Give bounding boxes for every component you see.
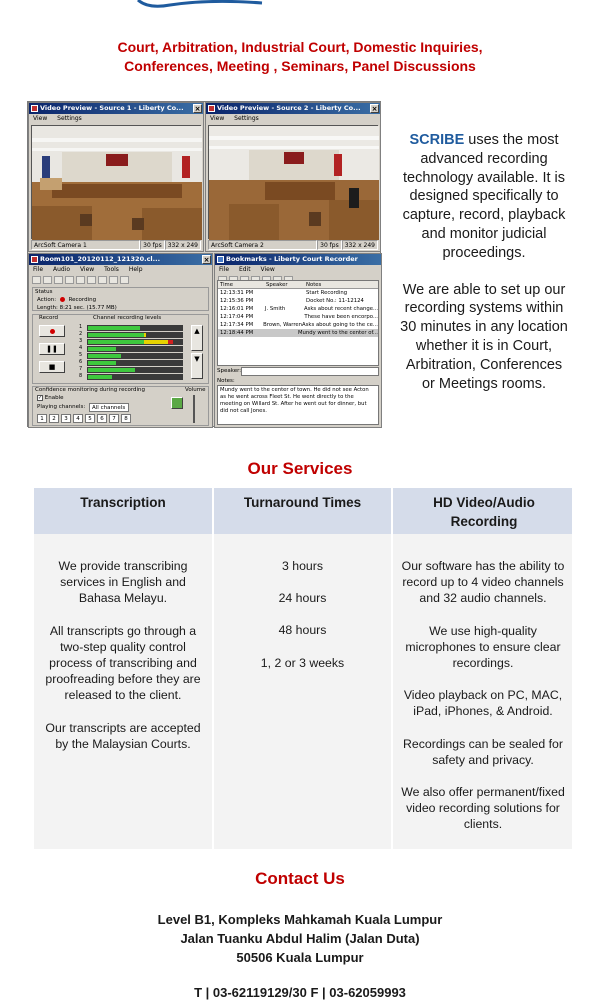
- settings-icon[interactable]: [98, 276, 107, 284]
- table-row[interactable]: [218, 305, 378, 313]
- level-fill: [88, 347, 116, 351]
- window-titlebar: [215, 254, 381, 265]
- channel-number: 1: [79, 324, 83, 330]
- save-icon[interactable]: [54, 276, 63, 284]
- services-heading: Our Services: [247, 459, 353, 478]
- row-speaker: Brown, Warren: [263, 322, 303, 328]
- menubar: [29, 265, 212, 275]
- row-note: These have been encorpo...: [304, 314, 378, 320]
- transcription-cell: [38, 558, 208, 752]
- length-label: Length:: [37, 305, 58, 311]
- channel-number: 2: [79, 331, 83, 337]
- brand-name: SCRIBE: [409, 132, 465, 148]
- channel-button[interactable]: 7: [109, 414, 119, 423]
- software-screenshot: [27, 101, 381, 427]
- table-row[interactable]: [218, 289, 378, 297]
- table-row[interactable]: [218, 329, 378, 337]
- video-audio-paragraph: Recordings can be sealed for safety and privacy.: [403, 736, 563, 767]
- length-value: 8:21 sec. (15.77 MB): [59, 305, 117, 311]
- channel-level-meter: [87, 367, 183, 373]
- action-row: [33, 296, 208, 304]
- fps: 30 fps: [140, 240, 165, 250]
- menu-file[interactable]: File: [33, 266, 44, 273]
- scroll-up-button[interactable]: ▲: [191, 325, 203, 351]
- camera-name: ArcSoft Camera 2: [208, 240, 317, 250]
- menu-view[interactable]: View: [260, 266, 275, 273]
- channel-level-meter: [87, 360, 183, 366]
- bookmarks-table: [217, 280, 379, 366]
- logo-fragment: [130, 0, 270, 8]
- record-group: [32, 314, 209, 384]
- address: [0, 910, 600, 967]
- window-title: Video Preview - Source 2 - Liberty Co...: [217, 104, 361, 112]
- channel-button[interactable]: 5: [85, 414, 95, 423]
- menu-tools[interactable]: Tools: [104, 266, 119, 273]
- row-time: 12:16:01 PM: [220, 306, 254, 312]
- table-body: [218, 289, 378, 337]
- level-fill: [88, 333, 144, 337]
- speaker-field[interactable]: [241, 367, 379, 376]
- speaker-label: Speaker:: [217, 368, 242, 374]
- col-time[interactable]: Time: [220, 282, 233, 288]
- resolution: 332 x 249: [165, 240, 201, 250]
- record-dot-icon: [50, 329, 55, 334]
- window-titlebar: [206, 103, 380, 114]
- resolution: 332 x 249: [342, 240, 378, 250]
- action-label: Action:: [37, 297, 57, 303]
- close-icon[interactable]: ×: [194, 105, 201, 113]
- intro-paragraph-2: We are able to set up our recording systems within 30 minutes in any location whether it is in Court, Arbitration, Conferences or Meetings rooms.: [400, 281, 568, 392]
- menubar: [29, 114, 203, 124]
- col-notes[interactable]: Notes: [306, 282, 322, 288]
- services-table: [34, 488, 572, 849]
- channel-level-meter: [87, 346, 183, 352]
- channel-button[interactable]: 6: [97, 414, 107, 423]
- row-note: Asks about recent change...: [303, 306, 378, 312]
- video-preview-window-1: [28, 102, 204, 252]
- scroll-down-button[interactable]: ▼: [191, 353, 203, 379]
- courtroom-video-2: [208, 125, 378, 239]
- contact-heading: Contact Us: [255, 869, 345, 888]
- level-fill: [88, 326, 140, 330]
- playing-label: Playing channels:: [37, 404, 86, 410]
- enable-label: Enable: [44, 395, 64, 401]
- table-row[interactable]: [218, 297, 378, 305]
- recorder-window: [28, 253, 213, 428]
- level-fill: [88, 354, 121, 358]
- length-row: [33, 304, 208, 312]
- speaker-icon[interactable]: [171, 397, 183, 409]
- channel-number: 6: [79, 359, 83, 365]
- channel-number: 8: [79, 373, 83, 379]
- address-line: Jalan Tuanku Abdul Halim (Jalan Duta): [180, 931, 420, 946]
- playing-channels-select[interactable]: All channels: [89, 403, 129, 412]
- address-line: Level B1, Kompleks Mahkamah Kuala Lumpur: [157, 912, 443, 927]
- channel-level-meter: [87, 332, 183, 338]
- volume-slider[interactable]: [193, 395, 195, 423]
- level-fill-warning: [144, 340, 168, 344]
- row-note: Docket No.: 11-12124: [306, 298, 364, 304]
- camera-icon: [31, 105, 38, 112]
- record-icon[interactable]: [76, 276, 85, 284]
- camera-name: ArcSoft Camera 1: [31, 240, 140, 250]
- video-audio-cell: [399, 558, 567, 833]
- channel-button[interactable]: 1: [37, 414, 47, 423]
- new-icon[interactable]: [32, 276, 41, 284]
- video-statusbar: [208, 240, 378, 250]
- video-audio-paragraph: Our software has the ability to record up to 4 video channels and 32 audio channels.: [401, 559, 565, 606]
- channel-level-meter: [87, 353, 183, 359]
- channel-level-meter: [87, 374, 183, 380]
- channel-button[interactable]: 3: [61, 414, 71, 423]
- menubar: [215, 265, 381, 275]
- table-header: [218, 281, 378, 289]
- tagline: [0, 38, 600, 76]
- row-time: 12:17:04 PM: [220, 314, 254, 320]
- enable-checkbox[interactable]: ✓: [38, 395, 43, 401]
- confidence-group: [32, 386, 209, 426]
- header-transcription: Transcription: [80, 495, 166, 510]
- record-button[interactable]: [39, 325, 65, 337]
- menu-file[interactable]: File: [219, 266, 230, 273]
- video-audio-paragraph: We use high-quality microphones to ensure clear recordings.: [405, 623, 561, 671]
- channel-button[interactable]: 4: [73, 414, 83, 423]
- menu-edit[interactable]: Edit: [238, 266, 251, 273]
- print-icon[interactable]: [65, 276, 74, 284]
- level-fill: [88, 368, 135, 372]
- stop-button[interactable]: [39, 361, 65, 373]
- row-speaker: J. Smith: [264, 306, 286, 312]
- channel-button[interactable]: 2: [49, 414, 59, 423]
- row-note: Asks about going to the ce...: [302, 322, 378, 328]
- window-titlebar: [29, 254, 212, 265]
- header-turnaround: Turnaround Times: [243, 495, 362, 510]
- menubar: [206, 114, 380, 124]
- video-statusbar: [31, 240, 201, 250]
- channel-button[interactable]: 8: [121, 414, 131, 423]
- level-fill-warning: [144, 333, 146, 337]
- row-speaker: [266, 297, 306, 305]
- row-note: Start Recording: [306, 290, 348, 296]
- phone-fax: T | 03-62119129/30 F | 03-62059993: [194, 985, 406, 1000]
- row-speaker: [262, 329, 298, 337]
- camera-icon[interactable]: [87, 276, 96, 284]
- list-icon[interactable]: [120, 276, 129, 284]
- intro-paragraph-1: [398, 131, 570, 263]
- transcription-paragraph: Our transcripts are accepted by the Malaysian Courts.: [45, 720, 201, 751]
- close-icon[interactable]: ×: [371, 105, 378, 113]
- stop-icon: ■: [48, 363, 56, 371]
- status-label: Status: [35, 289, 53, 295]
- turnaround-option: 24 hours: [278, 591, 327, 606]
- levels-label: Channel recording levels: [93, 315, 162, 321]
- menu-settings[interactable]: Settings: [234, 115, 259, 122]
- record-label: Record: [39, 315, 59, 321]
- close-icon[interactable]: ×: [203, 256, 210, 264]
- bookmark-icon: [217, 256, 224, 263]
- header-video-audio: HD Video/Audio Recording: [433, 495, 535, 529]
- address-line: 50506 Kuala Lumpur: [236, 950, 364, 965]
- video-audio-paragraph: Video playback on PC, MAC, iPad, iPhones, & Android.: [403, 688, 563, 719]
- menu-view[interactable]: View: [210, 115, 225, 122]
- menu-settings[interactable]: Settings: [57, 115, 82, 122]
- enable-row: [37, 395, 63, 401]
- turnaround-option: 3 hours: [281, 559, 324, 573]
- tagline-line-2: Conferences, Meeting , Seminars, Panel Discussions: [124, 58, 476, 74]
- menu-help[interactable]: Help: [128, 266, 143, 273]
- intro-text: [398, 131, 570, 393]
- window-title: Video Preview - Source 1 - Liberty Co...: [40, 104, 184, 112]
- menu-audio[interactable]: Audio: [52, 266, 71, 273]
- level-fill-peak: [168, 340, 173, 344]
- volume-label: Volume: [185, 387, 206, 393]
- transcription-paragraph: We provide transcribing services in English and Bahasa Melayu.: [58, 559, 188, 606]
- bookmarks-window: [214, 253, 382, 428]
- table-row[interactable]: [218, 313, 378, 321]
- toolbar: [29, 275, 212, 286]
- status-group: [32, 287, 209, 311]
- turnaround-cell: [214, 558, 391, 671]
- row-time: 12:15:36 PM: [220, 298, 254, 304]
- channel-level-meter: [87, 325, 183, 331]
- video-audio-paragraph: We also offer permanent/fixed video recording solutions for clients.: [401, 785, 565, 832]
- column-divider: [391, 488, 393, 849]
- window-title: Bookmarks - Liberty Court Recorder: [226, 255, 358, 263]
- row-note: Mundy went to the center of...: [297, 330, 378, 336]
- channel-number: 3: [79, 338, 83, 344]
- courtroom-video-1: [31, 125, 201, 239]
- row-speaker: [265, 313, 304, 321]
- app-icon: [31, 256, 38, 263]
- channel-level-meter: [87, 339, 183, 345]
- col-speaker[interactable]: Speaker: [266, 282, 288, 288]
- row-time: 12:17:34 PM: [220, 322, 254, 328]
- fps: 30 fps: [317, 240, 342, 250]
- turnaround-option: 1, 2 or 3 weeks: [260, 655, 345, 670]
- table-row[interactable]: [218, 321, 378, 329]
- pause-button[interactable]: [39, 343, 65, 355]
- row-time: 12:18:44 PM: [220, 330, 254, 336]
- notes-field[interactable]: Mundy went to the center of town. He did not see Acton as he went across Fleet St. He went directly to the meeting on Willard St. After he went out for dinner, but did not call Jones.: [217, 385, 379, 425]
- menu-view[interactable]: View: [79, 266, 95, 273]
- video-preview-window-2: [205, 102, 381, 252]
- open-icon[interactable]: [43, 276, 52, 284]
- window-title: Room101_20120112_121320.cl...: [40, 255, 161, 263]
- channel-number: 4: [79, 345, 83, 351]
- level-fill: [88, 375, 112, 379]
- row-speaker: [266, 289, 306, 297]
- intro-paragraph-1-text: uses the most advanced recording technology available. It is designed specifically to capture, record, playback and monitor judicial proceedings.: [402, 132, 566, 261]
- tagline-line-1: Court, Arbitration, Industrial Court, Domestic Inquiries,: [117, 39, 483, 55]
- confidence-label: Confidence monitoring during recording: [35, 387, 146, 393]
- window-titlebar: [29, 103, 203, 114]
- turnaround-option: 48 hours: [278, 623, 327, 638]
- level-fill: [88, 361, 116, 365]
- action-value: Recording: [68, 297, 97, 303]
- menu-view[interactable]: View: [33, 115, 48, 122]
- channel-number: 7: [79, 366, 83, 372]
- camera-icon: [208, 105, 215, 112]
- notes-label: Notes:: [217, 378, 235, 384]
- recording-dot-icon: [60, 297, 65, 302]
- pause-icon: ❚❚: [46, 345, 58, 353]
- level-fill: [88, 340, 144, 344]
- monitor-icon[interactable]: [109, 276, 118, 284]
- row-time: 12:13:31 PM: [220, 290, 254, 296]
- channel-number: 5: [79, 352, 83, 358]
- transcription-paragraph: All transcripts go through a two-step quality control process of transcribing and proofreading before they are released to the client.: [45, 623, 201, 703]
